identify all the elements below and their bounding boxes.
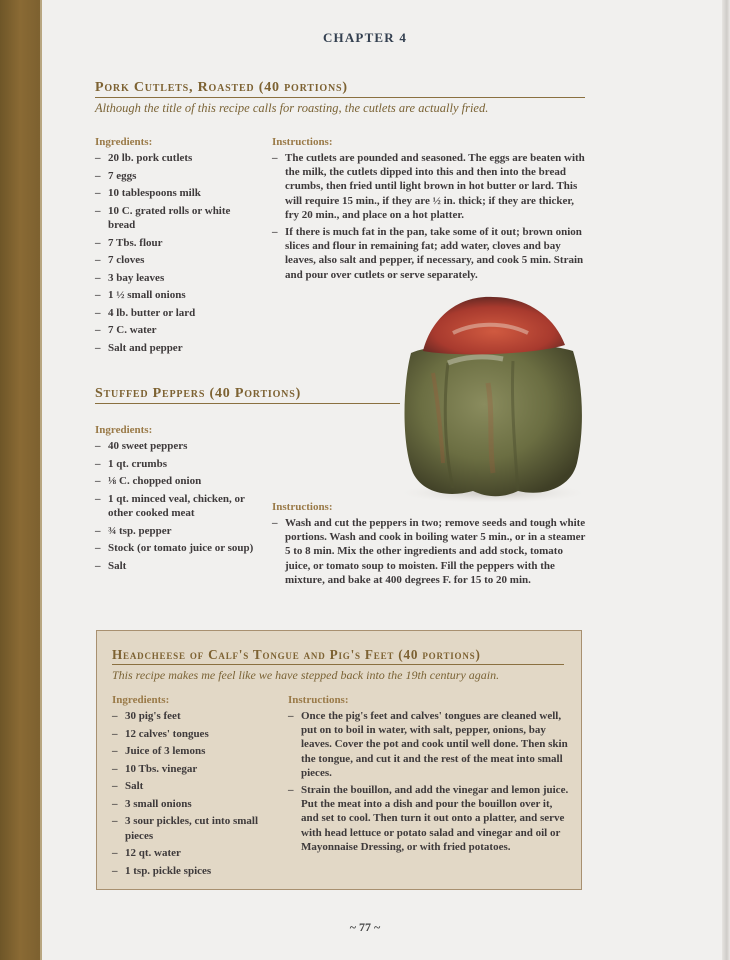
instruction-step: – If there is much fat in the pan, take some of it out; brown onion slices and flour in remaining fat; add water, cloves and bay leaves, also salt and pepper, if necessary, and cook 5 min. Strain and pour over cutlets or serve separately.: [272, 225, 588, 282]
ingredient-item: – 4 lb. butter or lard: [95, 306, 255, 321]
page-number: ~ 77 ~: [349, 920, 381, 934]
ingredient-item: – 30 pig's feet: [112, 709, 272, 724]
recipe-title: Stuffed Peppers (40 Portions): [95, 386, 400, 404]
ingredient-item: – 10 tablespoons milk: [95, 186, 255, 201]
ingredient-item: – Stock (or tomato juice or soup): [95, 541, 255, 556]
ingredient-item: – ⅛ C. chopped onion: [95, 474, 255, 489]
ingredient-item: – 10 Tbs. vinegar: [112, 762, 272, 777]
ingredient-item: – 7 C. water: [95, 323, 255, 338]
ingredients-list: [95, 151, 255, 355]
ingredients-list: [95, 439, 255, 573]
instructions-label: Instructions:: [272, 136, 333, 148]
ingredients-label: Ingredients:: [95, 424, 153, 436]
ingredient-item: – 1 qt. crumbs: [95, 457, 255, 472]
instruction-step: – Wash and cut the peppers in two; remove seeds and tough white portions. Wash and cook in boiling water 5 min., or in a steamer 5 to 8 min. Mix the other ingredients and add stock, tomato juice, or tomato soup to moisten. Fill the peppers with the mixture, and bake at 400 degrees F. for 15 to 20 min.: [272, 516, 588, 587]
instructions-list: [272, 151, 588, 282]
ingredients-section: [95, 136, 255, 358]
instructions-list: [288, 709, 570, 854]
instructions-section: [288, 694, 570, 857]
ingredients-label: Ingredients:: [95, 136, 153, 148]
ingredient-item: – 1 tsp. pickle spices: [112, 864, 272, 879]
ingredient-item: – 12 calves' tongues: [112, 727, 272, 742]
recipe-stuffed-peppers: [95, 386, 400, 404]
recipe-subtitle: Although the title of this recipe calls for roasting, the cutlets are actually fried.: [95, 101, 489, 115]
ingredient-item: – 1 qt. minced veal, chicken, or other cooked meat: [95, 492, 255, 521]
page-right-edge: [722, 0, 730, 960]
ingredient-item: – 7 cloves: [95, 253, 255, 268]
page-gutter-edge: [40, 0, 42, 960]
instructions-label: Instructions:: [272, 501, 333, 513]
ingredient-item: – 7 eggs: [95, 169, 255, 184]
instructions-section: [272, 501, 588, 590]
instructions-section: [272, 136, 588, 285]
ingredient-item: – 3 bay leaves: [95, 271, 255, 286]
ingredient-item: – 1 ½ small onions: [95, 288, 255, 303]
ingredient-item: – 40 sweet peppers: [95, 439, 255, 454]
ingredient-item: – Juice of 3 lemons: [112, 744, 272, 759]
stuffed-pepper-photo: [393, 293, 583, 503]
ingredients-section: [112, 694, 272, 881]
ingredient-item: – 3 small onions: [112, 797, 272, 812]
ingredient-item: – 12 qt. water: [112, 846, 272, 861]
instruction-step: – Once the pig's feet and calves' tongues are cleaned well, put on to boil in water, with salt, pepper, onions, bay leaves. Cover the pot and cook until well done. Then skin the tongue, and cut it and the rest of the meat into small pieces.: [288, 709, 570, 780]
ingredient-item: – 20 lb. pork cutlets: [95, 151, 255, 166]
ingredient-item: – 10 C. grated rolls or white bread: [95, 204, 255, 233]
instruction-step: – The cutlets are pounded and seasoned. The eggs are beaten with the milk, the cutlets dipped into this and then into the bread crumbs, then fried until light brown in hot butter or lard. This will require 15 min., if they are ½ in. thick; if they are thicker, fry 20 min., and place on a hot platter.: [272, 151, 588, 222]
recipe-subtitle: This recipe makes me feel like we have stepped back into the 19th century again.: [112, 668, 500, 682]
ingredients-list: [112, 709, 272, 878]
ingredient-item: – Salt and pepper: [95, 341, 255, 356]
ingredient-item: – 3 sour pickles, cut into small pieces: [112, 814, 272, 843]
ingredient-item: – Salt: [95, 559, 255, 574]
recipe-pork-cutlets: [95, 80, 585, 116]
ingredients-label: Ingredients:: [112, 694, 170, 706]
chapter-heading: CHAPTER 4: [322, 30, 408, 45]
book-spine: [0, 0, 40, 960]
ingredient-item: – 7 Tbs. flour: [95, 236, 255, 251]
instructions-list: [272, 516, 588, 587]
recipe-headcheese: [112, 647, 564, 683]
ingredient-item: – Salt: [112, 779, 272, 794]
instructions-label: Instructions:: [288, 694, 349, 706]
recipe-title: Pork Cutlets, Roasted (40 portions): [95, 80, 585, 98]
instruction-step: – Strain the bouillon, and add the vinegar and lemon juice. Put the meat into a dish and pour the bouillon over it, and set to cool. Then turn it out onto a platter, and serve with head lettuce or potato salad and vinegar and oil or Mayonnaise Dressing, or with fried potatoes.: [288, 783, 570, 854]
recipe-title: Headcheese of Calf's Tongue and Pig's Feet (40 portions): [112, 647, 564, 665]
ingredients-section: [95, 424, 255, 576]
ingredient-item: – ¾ tsp. pepper: [95, 524, 255, 539]
